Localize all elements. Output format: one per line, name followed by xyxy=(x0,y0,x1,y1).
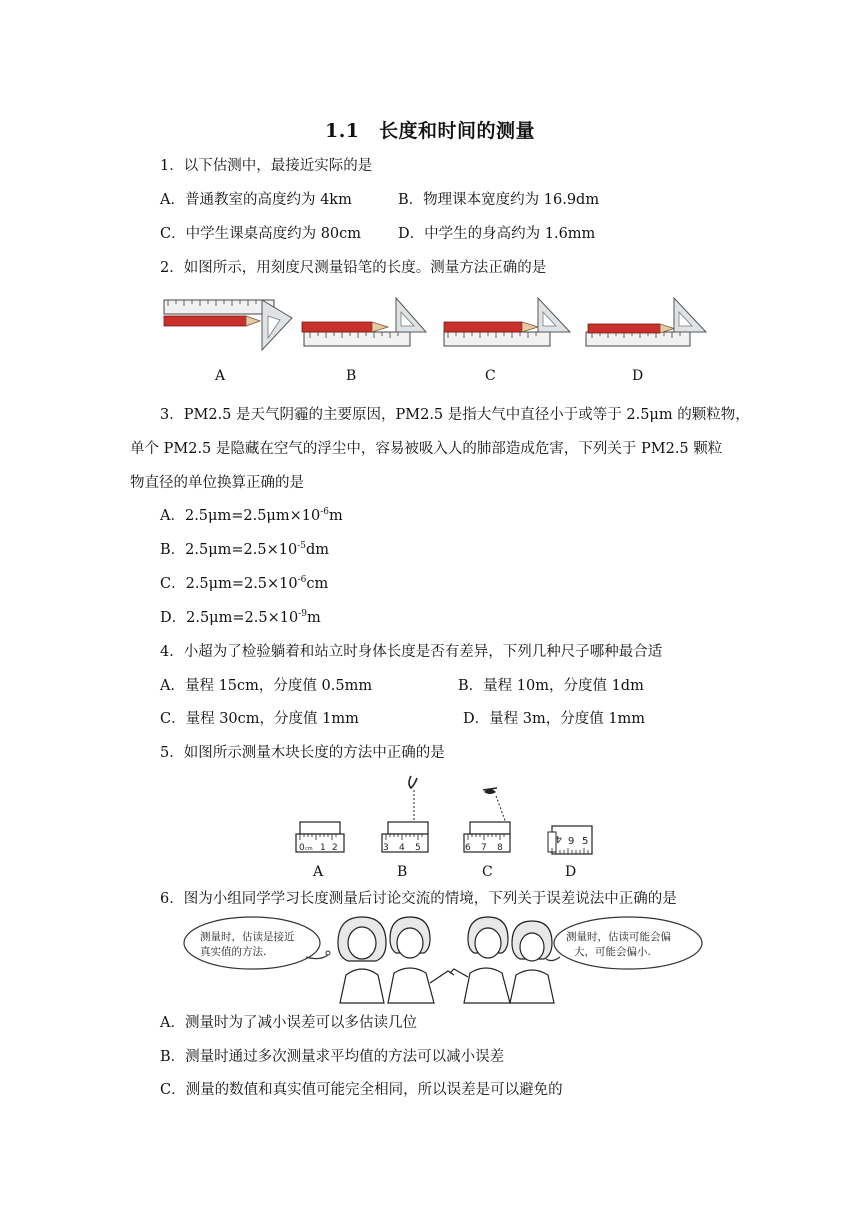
figure-c-block xyxy=(464,788,510,853)
q6-option-c: C．测量的数值和真实值可能完全相同，所以误差是可以避免的 xyxy=(160,1082,563,1098)
ruler-c-six: 6 xyxy=(465,843,471,853)
q1-stem: 1．以下估测中，最接近实际的是 xyxy=(160,158,373,174)
q3-d-unit: m xyxy=(306,610,321,626)
q3-option-a xyxy=(160,506,343,526)
q3-d-base: D．2.5μm=2.5×10 xyxy=(160,610,299,626)
q3-option-b xyxy=(160,540,329,560)
q3-a-base: A．2.5μm=2.5μm×10 xyxy=(160,508,321,524)
q3-stem-line1: 3．PM2.5 是天气阴霾的主要原因，PM2.5 是指大气中直径小于或等于 2.5μm 的颗粒物， xyxy=(160,407,750,423)
speech-bubble-left xyxy=(184,917,330,969)
q2-label-b: B xyxy=(346,368,357,384)
ruler-b-five: 5 xyxy=(415,843,421,853)
figure-b-block xyxy=(382,776,428,853)
bubble-right-line2: 大，可能会偏小. xyxy=(574,946,651,958)
q3-option-c xyxy=(160,574,328,594)
q3-d-exponent: -9 xyxy=(298,609,307,620)
q4-option-a: A．量程 15cm，分度值 0.5mm xyxy=(160,678,373,694)
figure-a-illustration xyxy=(164,300,292,350)
q2-label-d: D xyxy=(632,368,644,384)
ruler-d-five: 5 xyxy=(582,836,589,847)
ruler-a-two: 2 xyxy=(332,843,338,853)
ruler-c-eight: 8 xyxy=(497,843,503,853)
figure-d-illustration xyxy=(586,298,706,346)
ruler-c-seven: 7 xyxy=(481,843,487,853)
q2-stem: 2．如图所示，用刻度尺测量铅笔的长度。测量方法正确的是 xyxy=(160,260,547,276)
q2-label-c: C xyxy=(485,368,496,384)
q3-option-d xyxy=(160,608,321,628)
q5-stem: 5．如图所示测量木块长度的方法中正确的是 xyxy=(160,745,445,761)
students-discussion-figure xyxy=(180,913,705,1005)
ruler-d-nine: 9 xyxy=(568,836,575,847)
q3-c-exponent: -6 xyxy=(297,575,307,586)
q6-stem: 6．图为小组同学学习长度测量后讨论交流的情境，下列关于误差说法中正确的是 xyxy=(160,891,677,907)
q1-option-d: D．中学生的身高约为 1.6mm xyxy=(398,226,596,242)
speech-bubble-right xyxy=(546,917,702,969)
q5-label-d: D xyxy=(565,864,577,880)
students-left-illustration xyxy=(338,917,454,1003)
q4-option-b: B．量程 10m，分度值 1dm xyxy=(458,678,644,694)
q2-label-a: A xyxy=(215,368,226,384)
q6-option-a: A．测量时为了减小误差可以多估读几位 xyxy=(160,1015,417,1031)
q3-b-exponent: -5 xyxy=(297,541,306,552)
pencil-ruler-figure xyxy=(160,294,715,356)
q5-label-c: C xyxy=(482,864,493,880)
q1-option-b: B．物理课本宽度约为 16.9dm xyxy=(398,192,600,208)
q3-a-exponent: -6 xyxy=(320,507,329,518)
q1-option-a: A．普通教室的高度约为 4km xyxy=(160,192,352,208)
ruler-a-one: 1 xyxy=(320,843,326,853)
figure-d-block xyxy=(548,826,592,854)
bubble-left-line1: 测量时，估读是接近 xyxy=(200,931,295,943)
q1-option-c: C．中学生课桌高度约为 80cm xyxy=(160,226,362,242)
page-title: 1.1 长度和时间的测量 xyxy=(324,120,536,142)
ruler-d-four: 4 xyxy=(555,833,562,844)
q3-b-base: B．2.5μm=2.5×10 xyxy=(160,542,298,558)
ruler-b-three: 3 xyxy=(383,843,389,853)
students-right-illustration xyxy=(450,917,554,1003)
q3-b-unit: dm xyxy=(305,542,330,558)
q4-option-d: D．量程 3m，分度值 1mm xyxy=(463,711,646,727)
q6-option-b: B．测量时通过多次测量求平均值的方法可以减小误差 xyxy=(160,1049,505,1065)
bubble-left-line2: 真实值的方法. xyxy=(200,946,267,958)
q4-option-c: C．量程 30cm，分度值 1mm xyxy=(160,711,359,727)
figure-c-illustration xyxy=(444,298,570,346)
bubble-right-line1: 测量时，估读可能会偏 xyxy=(566,931,671,943)
ruler-a-unit: cm xyxy=(305,846,313,852)
figure-b-illustration xyxy=(302,298,426,346)
ruler-b-four: 4 xyxy=(399,843,405,853)
q3-c-base: C．2.5μm=2.5×10 xyxy=(160,576,298,592)
q3-stem-line3: 物直径的单位换算正确的是 xyxy=(130,475,304,491)
q3-a-unit: m xyxy=(328,508,343,524)
q5-label-a: A xyxy=(313,864,324,880)
ruler-a-zero: 0 xyxy=(299,843,305,853)
q3-c-unit: cm xyxy=(306,576,329,592)
q3-stem-line2: 单个 PM2.5 是隐藏在空气的浮尘中，容易被吸入人的肺部造成危害，下列关于 PM2.5 颗粒 xyxy=(130,441,723,457)
figure-a-block xyxy=(296,822,344,853)
wood-block-ruler-figure xyxy=(290,772,600,860)
q5-label-b: B xyxy=(397,864,408,880)
q4-stem: 4．小超为了检验躺着和站立时身体长度是否有差异，下列几种尺子哪种最合适 xyxy=(160,644,663,660)
